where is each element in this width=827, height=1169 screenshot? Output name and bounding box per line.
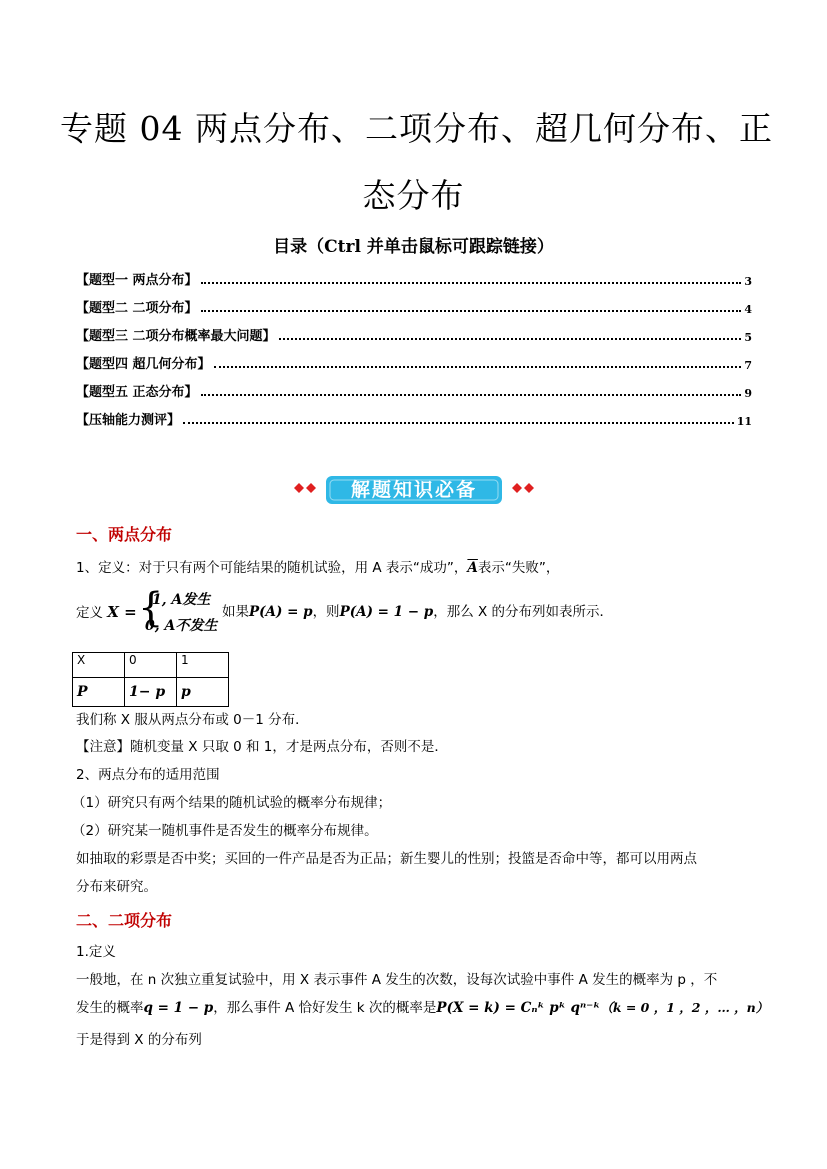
toc-item[interactable]: [76, 380, 752, 400]
binomial-formula: P(X = k) = Cₙᵏ pᵏ qⁿ⁻ᵏ: [436, 1000, 601, 1016]
toc-item-label[interactable]: 【题型二 二项分布】: [76, 301, 198, 316]
scope-item-1: （1）研究只有两个结果的随机试验的概率分布规律；: [72, 795, 392, 811]
toc-item-label[interactable]: 【题型三 二项分布概率最大问题】: [76, 329, 276, 344]
right-diamond-icons: [512, 483, 534, 493]
table-cell: 1: [177, 653, 229, 678]
section-heading-two-point: 一、两点分布: [76, 525, 173, 544]
a-bar-symbol: $\overline{A}$: [467, 560, 478, 576]
toc-leader-dots: [279, 338, 742, 340]
banner-title: 解题知识必备: [350, 479, 477, 501]
q-equals: q = 1 − p: [143, 1000, 214, 1016]
definition-text: 1、定义：对于只有两个可能结果的随机试验，用 A 表示“成功”，: [76, 560, 468, 576]
distribution-text: ，那么 X 的分布列如表所示．: [433, 604, 614, 620]
brace-symbol: {: [138, 585, 164, 631]
pabar-equals: P(A) = 1 − p: [339, 604, 434, 620]
distribution-table: [72, 652, 229, 707]
example-line-1: 如抽取的彩票是否中奖；买回的一件产品是否为正品；新生婴儿的性别；投篮是否命中等，都可以用两点: [76, 851, 697, 867]
scope-title: 2、两点分布的适用范围: [76, 767, 220, 783]
toc-item[interactable]: [76, 296, 752, 316]
definition-tail: 表示“失败”，: [477, 560, 560, 576]
toc-heading: 目录（Ctrl 并单击鼠标可跟踪链接）: [273, 237, 554, 257]
condition-line: [222, 602, 762, 622]
binomial-text-b: ，那么事件 A 恰好发生 k 次的概率是: [213, 1000, 437, 1016]
binomial-line-1: 一般地，在 n 次独立重复试验中，用 X 表示事件 A 发生的次数，设每次试验中事件 A 发生的概率为 p ，不: [76, 972, 718, 988]
table-cell: 1− p: [125, 678, 177, 707]
k-range: （k = 0 ，1 ，2 ，… ，n）: [600, 1000, 769, 1015]
toc-item-label[interactable]: 【题型五 正态分布】: [76, 385, 198, 400]
toc-leader-dots: [201, 394, 742, 396]
toc-leader-dots: [183, 422, 734, 424]
toc-item[interactable]: [76, 408, 752, 428]
toc-leader-dots: [201, 310, 742, 312]
call-line: 我们称 X 服从两点分布或 0－1 分布．: [76, 712, 309, 728]
page-title-line1: 专题 04 两点分布、二项分布、超几何分布、正: [60, 109, 773, 148]
define-prefix: 定义: [76, 605, 103, 621]
section-heading-binomial: 二、二项分布: [76, 911, 173, 930]
toc-item[interactable]: [76, 268, 752, 288]
case-2: 0, A不发生: [145, 618, 218, 634]
toc-item-label[interactable]: 【压轴能力测评】: [76, 413, 181, 428]
pa-equals-p: P(A) = p: [249, 604, 313, 620]
section-banner: [288, 472, 540, 508]
toc-item-page[interactable]: 4: [744, 303, 752, 316]
toc-item-page[interactable]: 5: [744, 331, 752, 344]
binomial-text-a: 发生的概率: [76, 1000, 144, 1016]
then-text: ，则: [312, 604, 340, 620]
toc-item[interactable]: [76, 324, 752, 344]
binomial-def-title: 1.定义: [76, 944, 116, 960]
toc-item-page[interactable]: 11: [736, 415, 752, 428]
page-title-line2: 态分布: [362, 176, 465, 215]
toc-item-label[interactable]: 【题型一 两点分布】: [76, 273, 198, 288]
example-line-2: 分布来研究。: [76, 879, 157, 895]
binomial-line-2: [76, 998, 769, 1018]
toc-item-page[interactable]: 3: [744, 275, 752, 288]
case-1: 1, A发生: [152, 592, 211, 608]
toc-item-page[interactable]: 7: [744, 359, 752, 372]
toc-leader-dots: [201, 282, 742, 284]
note-line: 【注意】随机变量 X 只取 0 和 1，才是两点分布，否则不是．: [76, 739, 448, 755]
table-cell: 0: [125, 653, 177, 678]
x-equals: X =: [107, 603, 137, 621]
toc-item-label[interactable]: 【题型四 超几何分布】: [76, 357, 211, 372]
left-diamond-icons: [294, 483, 316, 493]
table-cell: X: [73, 653, 125, 678]
if-text: 如果: [222, 604, 249, 620]
table-cell: p: [177, 678, 229, 707]
table-cell: P: [73, 678, 125, 707]
toc-leader-dots: [214, 366, 742, 368]
toc-item[interactable]: [76, 352, 752, 372]
toc-item-page[interactable]: 9: [744, 387, 752, 400]
scope-item-2: （2）研究某一随机事件是否发生的概率分布规律。: [72, 823, 378, 839]
binomial-line-3: 于是得到 X 的分布列: [76, 1032, 202, 1048]
definition-line: [76, 558, 756, 578]
